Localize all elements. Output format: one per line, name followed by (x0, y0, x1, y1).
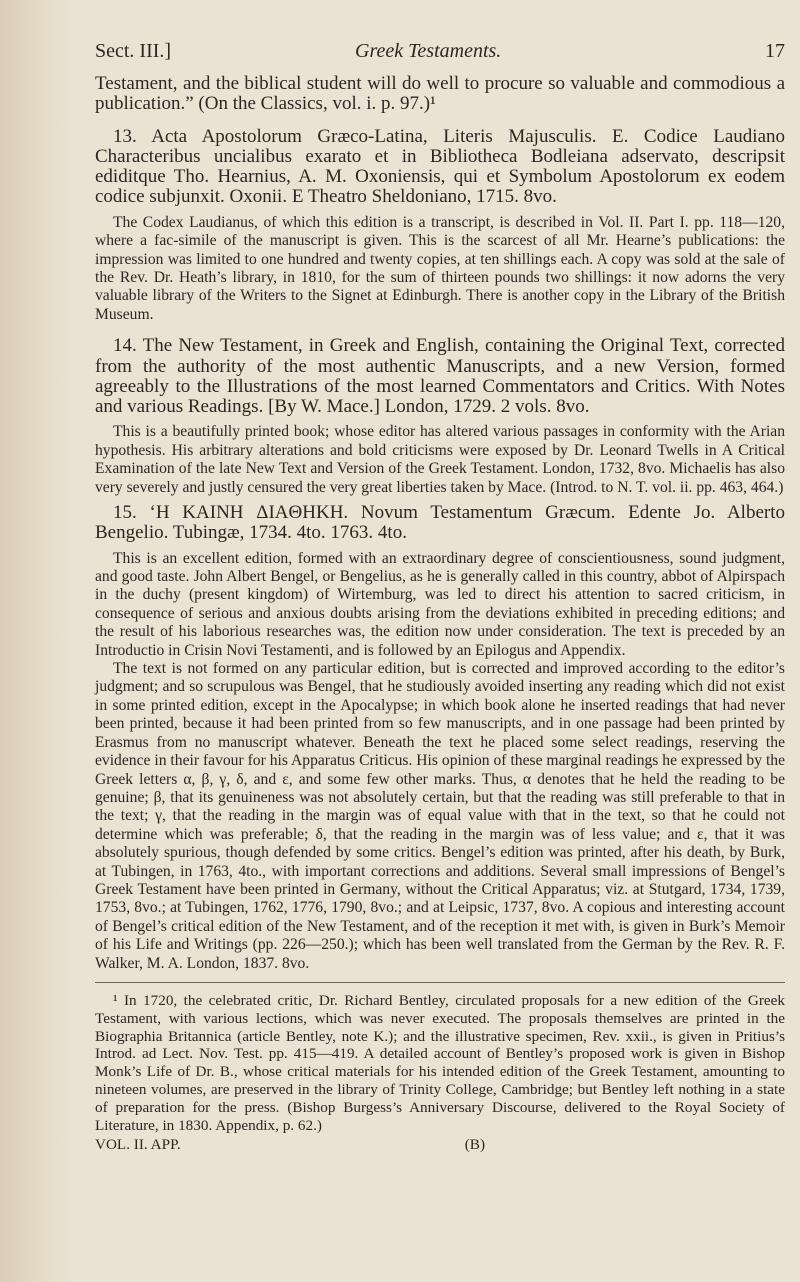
entry-15-description: This is an excellent edition, formed with an extraordinary degree of conscientiousness, sound judgment, and good taste. John Albert Bengel, or Bengelius, as he is generally called in this country, abbot of Alpirspach in the duchy (present kingdom) of Wirtemburg, was led to direct his attention to sacred criticism, in consequence of serious and anxious doubts arising from the deviations exhibited in preceding editions; and the result of his laborious researches was, the edition now under consideration. The text is preceded by an Introductio in Crisin Novi Testamenti, and is followed by an Epilogus and Appendix. (95, 549, 785, 659)
running-title: Greek Testaments. (355, 40, 502, 62)
signature-mark: (B) (464, 1136, 485, 1154)
entry-15-text-note: The text is not formed on any particular edition, but is corrected and improved according to the editor’s judgment; and so scrupulous was Bengel, that he studiously avoided inserting any reading which did not exist in some printed edition, except in the Apocalypse; in which book alone he inserted readings that had never been printed, because it had been printed from so few manuscripts, and in one passage had been printed by Erasmus from no manuscript whatever. Beneath the text he placed some select readings, reserving the evidence in their favour for his Apparatus Criticus. His opinion of these marginal readings he expressed by the Greek letters α, β, γ, δ, and ε, and some few other marks. Thus, α denotes that he held the reading to be genuine; β, that its genuineness was not absolutely certain, but that the reading was still preferable to that in the text; γ, that the reading in the margin was of equal value with that in the text, so that he could not determine which was preferable; δ, that the reading in the margin was of less value; and ε, that it was absolutely spurious, though defended by some critics. Bengel’s edition was printed, after his death, by Burk, at Tubingen, in 1763, 4to., with important corrections and additions. Several small impressions of Bengel’s Greek Testament have been printed in Germany, without the Critical Apparatus; viz. at Stutgard, 1734, 1739, 1753, 8vo.; at Tubingen, 1762, 1776, 1790, 8vo.; and at Leipsic, 1737, 8vo. A copious and interesting account of Bengel’s critical edition of the New Testament, and of the reception it met with, is given in Burk’s Memoir of his Life and Writings (pp. 226—250.); which has been well translated from the German by the Rev. R. F. Walker, M. A. London, 1837. 8vo. (95, 660, 785, 972)
entry-13-title: 13. Acta Apostolorum Græco-Latina, Literis Majusculis. E. Codice Laudiano Characteribus uncialibus exarato et in Bibliotheca Bodleiana adservato, descripsit ediditque Tho. Hearnius, A. M. Oxoniensis, qui et Symbolum Apostolorum ex eodem codice subjunxit. Oxonii. E Theatro Sheldoniano, 1715. 8vo. (95, 125, 785, 208)
entry-14-description: This is a beautifully printed book; whose editor has altered various passages in conformity with the Arian hypothesis. His arbitrary alterations and bold criticisms were exposed by Dr. Leonard Twells in A Critical Examination of the late New Text and Version of the Greek Testament. London, 1732, 8vo. Michaelis has also very severely and justly censured the very great liberties taken by Mace. (Introd. to N. T. vol. ii. pp. 463, 464.) (95, 423, 785, 496)
paragraph-intro: Testament, and the biblical student will do well to procure so valuable and commodious a publication.” (On the Classics, vol. i. p. 97.)¹ (95, 73, 785, 115)
footnote: ¹ In 1720, the celebrated critic, Dr. Richard Bentley, circulated proposals for a new edition of the Greek Testament, with various lections, which was never executed. The proposals themselves are printed in the Biographia Britannica (article Bentley, note K.); and the illustrative specimen, Rev. xxii., is given in Pritius’s Introd. ad Lect. Nov. Test. pp. 415—419. A detailed account of Bentley’s proposed work is given in Bishop Monk’s Life of Dr. B., whose critical materials for his intended edition of the Greek Testament, amounting to nineteen volumes, are preserved in the library of Trinity College, Cambridge; but Bentley left nothing in a state of preparation for the press. (Bishop Burgess’s Anniversary Discourse, delivered to the Royal Society of Literature, in 1830. Appendix, p. 62.) (95, 991, 785, 1134)
book-page (95, 40, 785, 1275)
entry-15-title: 15. ‘H KAINH ΔIAΘHKH. Novum Testamentum Græcum. Edente Jo. Alberto Bengelio. Tubingæ, 1734. 4to. 1763. 4to. (95, 502, 785, 544)
signature-line (95, 1136, 785, 1154)
page-gutter (0, 0, 78, 1282)
volume-signature: VOL. II. APP. (95, 1136, 181, 1154)
entry-13-description: The Codex Laudianus, of which this edition is a transcript, is described in Vol. II. Part I. pp. 118—120, where a fac-simile of the manuscript is given. This is the scarcest of all Mr. Hearne’s publications: the impression was limited to one hundred and twenty copies, at ten shillings each. A copy was sold at the sale of the Rev. Dr. Heath’s library, in 1810, for the sum of thirteen pounds two shillings: it now adorns the very valuable library of the Writers to the Signet at Edinburgh. There is another copy in the Library of the British Museum. (95, 213, 785, 323)
section-label: Sect. III.] (95, 40, 172, 62)
page-number: 17 (765, 40, 785, 62)
running-header (95, 40, 785, 74)
entry-14-title: 14. The New Testament, in Greek and English, containing the Original Text, corrected from the authority of the most authentic Manuscripts, and a new Version, formed agreeably to the Illustrations of the most learned Commentators and Critics. With Notes and various Readings. [By W. Mace.] London, 1729. 2 vols. 8vo. (95, 335, 785, 418)
footnote-divider (95, 982, 785, 983)
